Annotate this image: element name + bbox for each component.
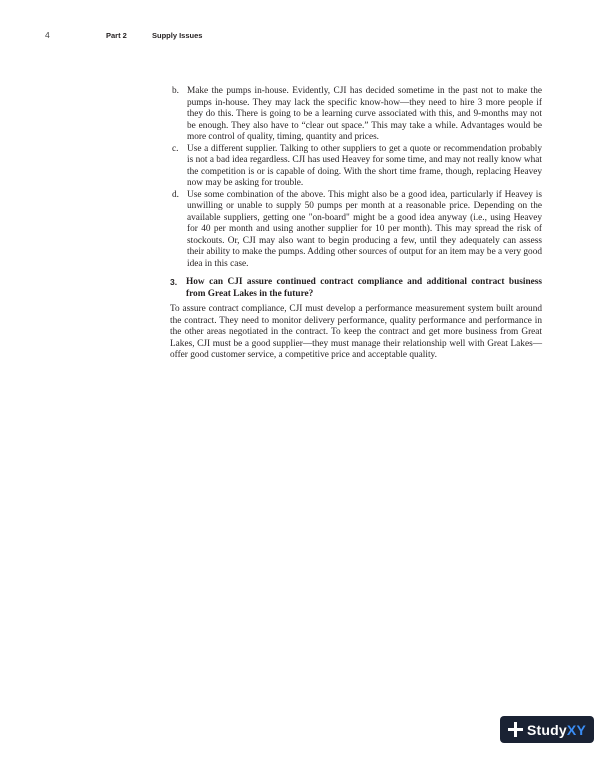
list-marker: c. xyxy=(172,143,179,154)
question-heading xyxy=(170,277,542,300)
list-marker: d. xyxy=(172,189,179,200)
page-body xyxy=(170,86,542,371)
page-number: 4 xyxy=(45,30,50,40)
answer-paragraph: To assure contract compliance, CJI must develop a performance measurement system built around the contract. They need to monitor delivery performance, quality performance and performance in the other areas negotiated in the contract. To keep the contract and get more business from Great Lakes, CJI must be a good supplier—they must manage their relationship well with Great Lakes—offer good customer service, a competitive price and acceptable quality. xyxy=(170,304,542,360)
running-header xyxy=(0,30,612,44)
question-number: 3. xyxy=(170,277,178,287)
studyxy-logo xyxy=(500,716,594,743)
plus-icon xyxy=(508,722,523,737)
logo-text xyxy=(527,722,586,738)
list-item-text: Use a different supplier. Talking to other suppliers to get a quote or recommendation probably is not a bad idea regardless. CJI has used Heavey for some time, and may not really know what the competition is or is capable of doing. With the short time frame, though, replacing Heavey now may be asking for trouble. xyxy=(187,143,542,188)
list-marker: b. xyxy=(172,86,179,96)
list-item xyxy=(170,144,542,190)
list-item-text: Make the pumps in-house. Evidently, CJI has decided sometime in the past not to make the pumps in-house. They may lack the specific know-how—they need to hire 3 more people if they do this. There is going to be a learning curve associated with this, and 9-months may not be enough. They also have to “clear out space.” This may take a while. Advantages would be more control of quality, timing, quantity and prices. xyxy=(187,86,542,142)
list-item xyxy=(170,86,542,144)
option-list xyxy=(170,86,542,270)
section-title: Supply Issues xyxy=(152,31,203,40)
logo-text-main: Study xyxy=(527,721,567,738)
question-text: How can CJI assure continued contract compliance and additional contract business from Great Lakes in the future? xyxy=(186,277,542,299)
part-label: Part 2 xyxy=(106,31,127,40)
list-item xyxy=(170,190,542,271)
list-item-text: Use some combination of the above. This might also be a good idea, particularly if Heavey is unwilling or unable to supply 50 pumps per month at a reasonable price. Depending on the available suppliers, getting one "on-board" might be a good idea anyway (i.e., using Heavey for 40 per month and using another supplier for 10 per month). This may spread the risk of stockouts. Or, CJI may also want to begin producing a few, until they adequately can assess their ability to make the pumps. Adding other sources of output for an item may be a very good idea in this case. xyxy=(187,189,542,269)
logo-text-accent: XY xyxy=(566,721,586,738)
